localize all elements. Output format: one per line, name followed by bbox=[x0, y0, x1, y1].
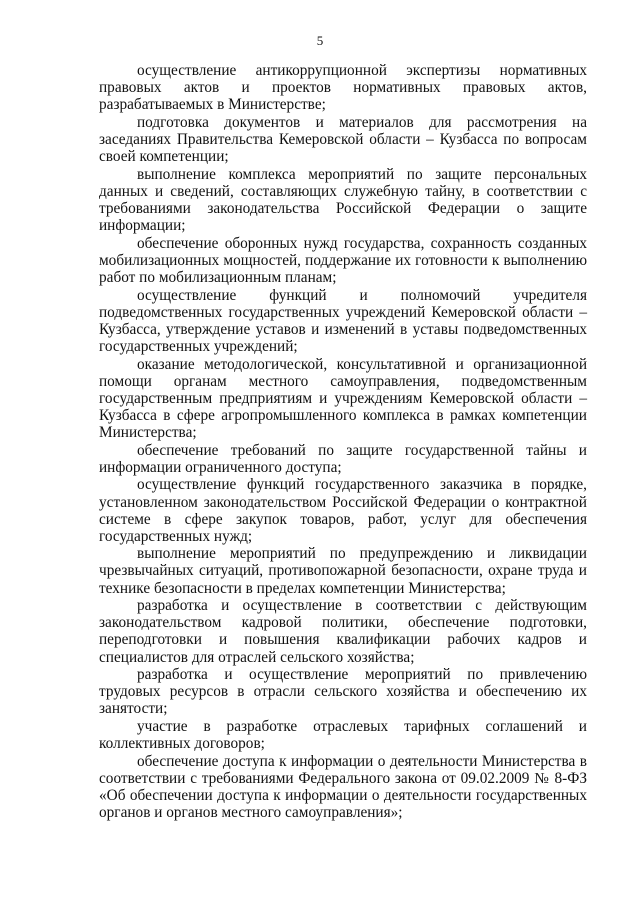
paragraph-state-customer-functions: осуществление функций государственного заказчика в порядке, установленном законодательством Российской Федерации о контрактной системе в сфере закупок товаров, работ, услуг для обеспечения государственных нужд; bbox=[99, 476, 587, 545]
paragraph-tariff-agreements: участие в разработке отраслевых тарифных соглашений и коллективных договоров; bbox=[99, 718, 587, 753]
page-number: 5 bbox=[316, 33, 324, 48]
paragraph-methodological-assistance: оказание методологической, консультативной и организационной помощи органам местного самоуправления, подведомственным государственным предприятиям и учреждениям Кемеровской области – Кузбасса в сфере агропромышленного комплекса в рамках компетенции Министерства; bbox=[99, 355, 587, 441]
document-body bbox=[99, 62, 587, 822]
paragraph-personal-data-protection: выполнение комплекса мероприятий по защите персональных данных и сведений, составляющих служебную тайну, в соответствии с требованиями законодательства Российской Федерации о защите информации; bbox=[99, 165, 587, 235]
paragraph-defense-needs: обеспечение оборонных нужд государства, сохранность созданных мобилизационных мощностей, поддержание их готовности к выполнению работ по мобилизационным планам; bbox=[99, 234, 587, 286]
paragraph-founder-functions: осуществление функций и полномочий учредителя подведомственных государственных учреждений Кемеровской области – Кузбасса, утверждение уставов и изменений в уставы подведомственных государственных учреждений; bbox=[99, 286, 587, 355]
paragraph-emergency-prevention: выполнение мероприятий по предупреждению и ликвидации чрезвычайных ситуаций, противопожарной безопасности, охране труда и технике безопасности в пределах компетенции Министерства; bbox=[99, 545, 587, 597]
paragraph-anticorruption-expertise: осуществление антикоррупционной экспертизы нормативных правовых актов и проектов нормативных правовых актов, разрабатываемых в Министерстве; bbox=[99, 62, 587, 114]
paragraph-personnel-policy: разработка и осуществление в соответствии с действующим законодательством кадровой политики, обеспечение подготовки, переподготовки и повышения квалификации рабочих кадров и специалистов для отраслей сельского хозяйства; bbox=[99, 597, 587, 666]
paragraph-state-secret-protection: обеспечение требований по защите государственной тайны и информации ограниченного доступа; bbox=[99, 441, 587, 476]
paragraph-information-access: обеспечение доступа к информации о деятельности Министерства в соответствии с требованиями Федерального закона от 09.02.2009 № 8-ФЗ «Об обеспечении доступа к информации о деятельности государственных органов и органов местного самоуправления»; bbox=[99, 752, 587, 822]
paragraph-government-meeting-materials: подготовка документов и материалов для рассмотрения на заседаниях Правительства Кемеровской области – Кузбасса по вопросам своей компетенции; bbox=[99, 113, 587, 166]
paragraph-labor-resources: разработка и осуществление мероприятий по привлечению трудовых ресурсов в отрасли сельского хозяйства и обеспечению их занятости; bbox=[99, 666, 587, 718]
